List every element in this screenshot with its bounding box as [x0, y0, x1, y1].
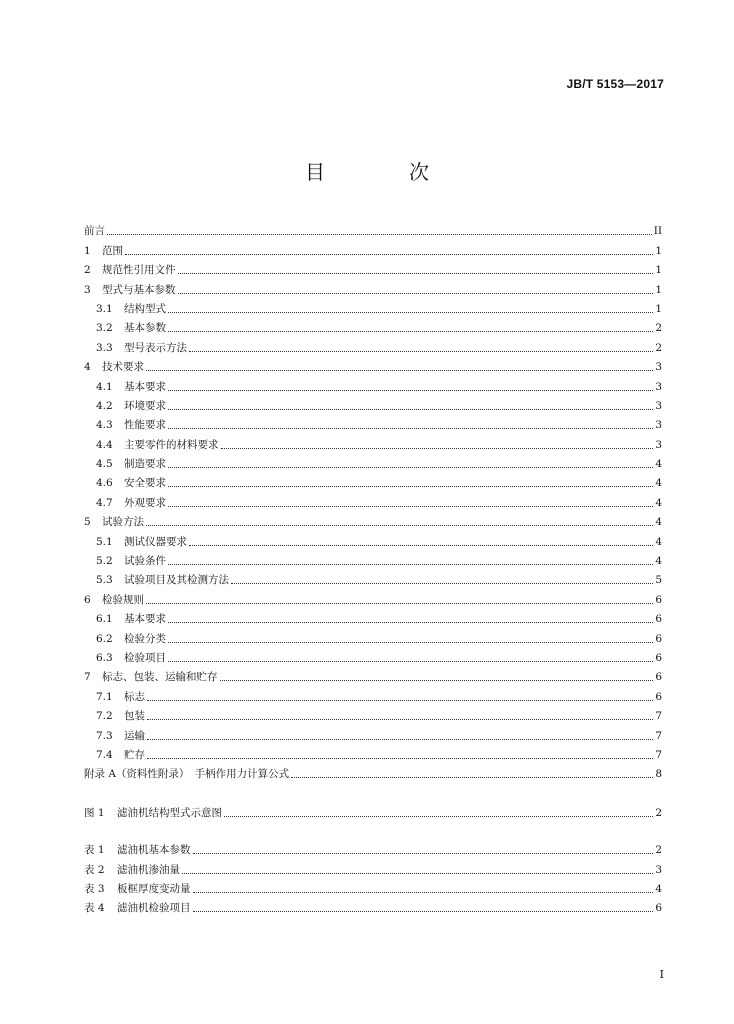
- toc-entry[interactable]: [84, 704, 662, 723]
- dot-leader: [189, 544, 653, 546]
- toc-entry[interactable]: [84, 413, 662, 432]
- dot-leader: [146, 369, 653, 371]
- toc-entry-number: 2: [84, 264, 91, 277]
- toc-entry[interactable]: [84, 896, 662, 915]
- toc-entry[interactable]: [84, 490, 662, 509]
- dot-leader: [231, 582, 653, 584]
- page-number: I: [659, 968, 664, 981]
- toc-entry-title: 贮存: [124, 748, 145, 761]
- dot-leader: [147, 699, 653, 701]
- toc-entry-page: 4: [655, 477, 662, 490]
- toc-entry-title: 检验分类: [124, 632, 166, 645]
- toc-entry-page: 3: [655, 399, 662, 412]
- toc-entry[interactable]: [84, 549, 662, 568]
- toc-entry-number: 4.3: [96, 419, 113, 432]
- dot-leader: [168, 311, 653, 313]
- dot-leader: [168, 427, 653, 429]
- toc-entry-title: 型号表示方法: [124, 341, 187, 354]
- toc-entry-title: 技术要求: [102, 361, 144, 374]
- toc-entry-number: 4.2: [96, 399, 113, 412]
- dot-leader: [220, 679, 654, 681]
- dot-leader: [168, 485, 653, 487]
- toc-entry-page: 7: [655, 748, 662, 761]
- toc-entry-page: 4: [655, 458, 662, 471]
- toc-entry-number: 图 1: [84, 806, 105, 819]
- toc-entry-number: 4.4: [96, 438, 113, 451]
- toc-entry[interactable]: [84, 471, 662, 490]
- toc-entry[interactable]: [84, 432, 662, 451]
- dot-leader: [107, 233, 652, 235]
- toc-entry-number: 表 4: [84, 902, 105, 915]
- toc-entry-page: 3: [655, 863, 662, 876]
- toc-entry[interactable]: [84, 297, 662, 316]
- toc-entry-number: 5.3: [96, 574, 113, 587]
- toc-entry-number: 4.1: [96, 380, 113, 393]
- toc-entry-number: 3.1: [96, 302, 113, 315]
- toc-entry-title: 环境要求: [124, 399, 166, 412]
- toc-entry-page: 6: [655, 671, 662, 684]
- toc-entry-title: 基本要求: [124, 613, 166, 626]
- toc-entry[interactable]: [84, 510, 662, 529]
- toc-entry-number: 5.1: [96, 535, 113, 548]
- toc-entry-title: 外观要求: [124, 496, 166, 509]
- toc-entry-number: 3.2: [96, 322, 113, 335]
- dot-leader: [178, 292, 654, 294]
- dot-leader: [182, 872, 653, 874]
- toc-entry[interactable]: [84, 626, 662, 645]
- toc-entry-title: 性能要求: [124, 419, 166, 432]
- dot-leader: [178, 272, 654, 274]
- toc-entry[interactable]: [84, 743, 662, 762]
- toc-entry-title: 标志、包装、运输和贮存: [102, 671, 218, 684]
- toc-entry-title: 试验项目及其检测方法: [124, 574, 229, 587]
- toc-entry-page: 3: [655, 380, 662, 393]
- toc-entry-title: 型式与基本参数: [102, 283, 176, 296]
- toc-entry-page: 1: [655, 244, 662, 257]
- toc-entry-number: 6: [84, 593, 91, 606]
- toc-entry-page: 7: [655, 710, 662, 723]
- toc-entry[interactable]: [84, 219, 662, 238]
- toc-entry-number: 6.2: [96, 632, 113, 645]
- toc-entry-page: 1: [655, 264, 662, 277]
- toc-entry-page: 4: [655, 555, 662, 568]
- toc-entry-page: 3: [655, 438, 662, 451]
- section-gap: [84, 781, 662, 800]
- toc-entry[interactable]: [84, 762, 662, 781]
- toc-entry[interactable]: [84, 857, 662, 876]
- dot-leader: [125, 253, 653, 255]
- toc-entry-title: 范围: [102, 244, 123, 257]
- toc-entry-page: 1: [655, 302, 662, 315]
- dot-leader: [193, 852, 654, 854]
- toc-entry-title: 附录 A（资料性附录） 手柄作用力计算公式: [84, 768, 290, 781]
- toc-entry[interactable]: [84, 374, 662, 393]
- toc-entry[interactable]: [84, 838, 662, 857]
- toc-entry-page: 4: [655, 882, 662, 895]
- toc-entry-number: 5.2: [96, 555, 113, 568]
- page-title: 目 次: [305, 160, 461, 184]
- toc-entry-title: 板框厚度变动量: [117, 882, 191, 895]
- toc-entry-title: 试验条件: [124, 555, 166, 568]
- dot-leader: [168, 660, 653, 662]
- toc-entry-title: 基本要求: [124, 380, 166, 393]
- toc-entry-number: 7.4: [96, 748, 113, 761]
- toc-entry-number: 表 1: [84, 844, 105, 857]
- dot-leader: [168, 563, 653, 565]
- toc-entry[interactable]: [84, 277, 662, 296]
- toc-entry[interactable]: [84, 316, 662, 335]
- toc-entry-title: 主要零件的材料要求: [124, 438, 219, 451]
- toc-entry-page: 5: [655, 574, 662, 587]
- toc-entry-title: 滤油机基本参数: [117, 844, 191, 857]
- dot-leader: [168, 408, 653, 410]
- dot-leader: [168, 330, 653, 332]
- toc-entry[interactable]: [84, 665, 662, 684]
- standard-code: JB/T 5153—2017: [566, 77, 664, 91]
- toc-entry-title: 标志: [124, 690, 145, 703]
- toc-entry-page: 4: [655, 516, 662, 529]
- toc-entry[interactable]: [84, 800, 662, 819]
- toc-entry[interactable]: [84, 258, 662, 277]
- toc-entry[interactable]: [84, 646, 662, 665]
- dot-leader: [147, 738, 653, 740]
- toc-entry-number: 7: [84, 671, 91, 684]
- toc-entry-page: 7: [655, 729, 662, 742]
- dot-leader: [224, 815, 653, 817]
- toc-entry-title: 安全要求: [124, 477, 166, 490]
- toc-entry-page: 6: [655, 632, 662, 645]
- toc-entry-page: 2: [655, 341, 662, 354]
- toc-entry[interactable]: [84, 607, 662, 626]
- toc-entry-title: 包装: [124, 710, 145, 723]
- dot-leader: [221, 447, 654, 449]
- toc-entry-number: 表 3: [84, 882, 105, 895]
- table-of-contents: [84, 219, 662, 915]
- toc-entry-number: 7.3: [96, 729, 113, 742]
- toc-entry-page: 6: [655, 651, 662, 664]
- dot-leader: [147, 757, 653, 759]
- toc-entry-title: 检验规则: [102, 593, 144, 606]
- toc-entry-page: 6: [655, 593, 662, 606]
- toc-entry[interactable]: [84, 394, 662, 413]
- toc-entry-number: 1: [84, 244, 91, 257]
- toc-entry-title: 基本参数: [124, 322, 166, 335]
- toc-entry-number: 6.1: [96, 613, 113, 626]
- dot-leader: [291, 776, 653, 778]
- dot-leader: [193, 891, 654, 893]
- toc-entry-title: 滤油机渗油量: [117, 863, 180, 876]
- dot-leader: [146, 602, 653, 604]
- section-gap: [84, 820, 662, 838]
- toc-entry-number: 表 2: [84, 863, 105, 876]
- toc-entry-number: 4.6: [96, 477, 113, 490]
- toc-entry-page: 4: [655, 535, 662, 548]
- toc-entry-number: 4: [84, 361, 91, 374]
- toc-entry-title: 前言: [84, 225, 105, 238]
- toc-entry-title: 规范性引用文件: [102, 264, 176, 277]
- toc-entry-title: 检验项目: [124, 651, 166, 664]
- dot-leader: [168, 389, 653, 391]
- toc-entry-title: 结构型式: [124, 302, 166, 315]
- dot-leader: [189, 350, 653, 352]
- toc-entry-number: 5: [84, 516, 91, 529]
- toc-entry-page: 4: [655, 496, 662, 509]
- toc-entry-page: 3: [655, 361, 662, 374]
- toc-entry[interactable]: [84, 452, 662, 471]
- toc-entry[interactable]: [84, 587, 662, 606]
- toc-entry[interactable]: [84, 723, 662, 742]
- dot-leader: [168, 505, 653, 507]
- toc-entry-title: 运输: [124, 729, 145, 742]
- toc-entry-number: 6.3: [96, 651, 113, 664]
- toc-entry[interactable]: [84, 568, 662, 587]
- dot-leader: [147, 718, 653, 720]
- toc-entry-title: 测试仪器要求: [124, 535, 187, 548]
- toc-entry-title: 试验方法: [102, 516, 144, 529]
- toc-entry-page: 1: [655, 283, 662, 296]
- toc-entry-number: 7.1: [96, 690, 113, 703]
- toc-entry-number: 4.5: [96, 458, 113, 471]
- toc-entry-page: 6: [655, 613, 662, 626]
- toc-entry-page: II: [653, 225, 662, 238]
- toc-entry-page: 2: [655, 322, 662, 335]
- toc-entry-page: 8: [655, 768, 662, 781]
- toc-entry[interactable]: [84, 684, 662, 703]
- toc-entry-number: 3.3: [96, 341, 113, 354]
- toc-entry-title: 制造要求: [124, 458, 166, 471]
- toc-entry-page: 6: [655, 902, 662, 915]
- dot-leader: [193, 910, 654, 912]
- toc-entry-page: 6: [655, 690, 662, 703]
- toc-entry[interactable]: [84, 355, 662, 374]
- toc-entry-page: 2: [655, 844, 662, 857]
- dot-leader: [168, 466, 653, 468]
- toc-entry-page: 3: [655, 419, 662, 432]
- toc-entry-number: 3: [84, 283, 91, 296]
- toc-entry[interactable]: [84, 877, 662, 896]
- toc-entry[interactable]: [84, 238, 662, 257]
- toc-entry-title: 滤油机检验项目: [117, 902, 191, 915]
- dot-leader: [168, 641, 653, 643]
- toc-entry[interactable]: [84, 529, 662, 548]
- toc-entry[interactable]: [84, 335, 662, 354]
- dot-leader: [168, 621, 653, 623]
- toc-entry-page: 2: [655, 806, 662, 819]
- toc-entry-number: 7.2: [96, 710, 113, 723]
- toc-entry-number: 4.7: [96, 496, 113, 509]
- toc-entry-title: 滤油机结构型式示意图: [117, 806, 222, 819]
- dot-leader: [146, 524, 653, 526]
